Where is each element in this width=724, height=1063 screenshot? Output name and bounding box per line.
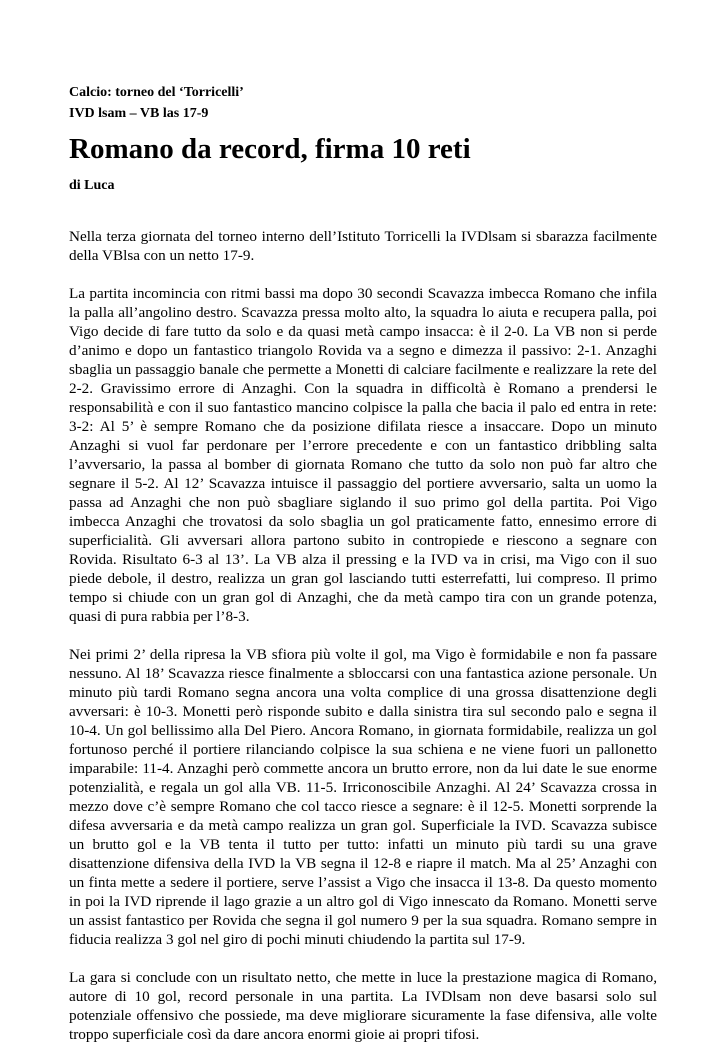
article-byline: di Luca — [69, 178, 115, 193]
paragraph-intro: Nella terza giornata del torneo interno dell’Istituto Torricelli la IVDlsam si sbarazza facilmente della VBlsa con un netto 17-9. — [69, 228, 657, 264]
paragraph-second-half: Nei primi 2’ della ripresa la VB sfiora più volte il gol, ma Vigo è formidabile e non fa passare nessuno. Al 18’ Scavazza riesce finalmente a sbloccarsi con una fantastica azione personale. Un minuto più tardi Romano segna ancora una volta complice di una grossa disattenzione degli avversari: è 10-3. Monetti però risponde subito e dalla sinistra tira sul secondo palo e segna il 10-4. Un gol bellissimo alla Del Piero. Ancora Romano, in giornata formidabile, realizza un gol fortunoso perché il portiere rilanciando colpisce la sua schiena e ne viene fuori un pallonetto imparabile: 11-4. Anzaghi però commette ancora un brutto errore, non da lui date le sue enorme potenzialità, e regala un gol alla VB. 11-5. Irriconoscibile Anzaghi. Al 24’ Scavazza crossa in mezzo dove c’è sempre Romano che col tacco riesce a segnare: è il 12-5. Monetti sorprende la difesa avversaria e da metà campo realizza un gran gol. Superficiale la IVD. Scavazza subisce un brutto gol e la VB tenta il tutto per tutto: infatti un minuto più tardi su una grave disattenzione difensiva della IVD la VB segna il 12-8 e riapre il match. Ma al 25’ Anzaghi con un finta mette a sedere il portiere, serve l’assist a Vigo che insacca il 13-8. Da questo momento in poi la IVD riprende il lago grazie a un altro gol di Vigo innescato da Romano. Monetti serve un assist fantastico per Rovida che segna il gol numero 9 per la sua squadra. Romano sempre in fiducia realizza 3 gol nel giro di pochi minuti chiudendo la partita sul 17-9. — [69, 646, 657, 948]
match-result-kicker: IVD lsam – VB las 17-9 — [69, 106, 209, 121]
paragraph-conclusion: La gara si conclude con un risultato netto, che mette in luce la prestazione magica di Romano, autore di 10 gol, record personale in una partita. La IVDlsam non deve basarsi solo sul potenziale offensivo che possiede, ma deve migliorare sicuramente la fase difensiva, alle volte troppo superficiale così da dare ancora enormi gioie ai propri tifosi. — [69, 969, 657, 1043]
article — [69, 82, 657, 1063]
article-body — [69, 227, 657, 1044]
section-kicker: Calcio: torneo del ‘Torricelli’ — [69, 85, 244, 100]
paragraph-first-half: La partita incomincia con ritmi bassi ma dopo 30 secondi Scavazza imbecca Romano che infila la palla all’angolino destro. Scavazza pressa molto alto, la squadra lo aiuta e recupera palla, poi Vigo decide di fare tutto da solo e da quasi metà campo insacca: è il 2-0. La VB non si perde d’animo e dopo un fantastico triangolo Rovida va a segno e dimezza il passivo: 2-1. Anzaghi sbaglia un passaggio banale che permette a Monetti di calciare facilmente e realizzare la rete del 2-2. Gravissimo errore di Anzaghi. Con la squadra in difficoltà è Romano a prendersi le responsabilità e con il suo fantastico mancino colpisce la palla che bacia il palo ed entra in rete: 3-2: Al 5’ è sempre Romano che da posizione difilata riesce a insaccare. Dopo un minuto Anzaghi si vuol far perdonare per l’errore precedente e con un fantastico dribbling salta l’avversario, la passa al bomber di giornata Romano che tutto da solo non può far altro che segnare il 5-2. Al 12’ Scavazza intuisce il passaggio del portiere avversario, salta un uomo la passa ad Anzaghi che non può sbagliare siglando il suo primo gol della partita. Poi Vigo imbecca Anzaghi che trovatosi da solo sbaglia un gol praticamente fatto, ennesimo errore di superficialità. Gli avversari allora partono subito in contropiede e riescono a segnare con Rovida. Risultato 6-3 al 13’. La VB alza il pressing e la IVD va in crisi, ma Vigo con il suo piede debole, il destro, realizza un gran gol lasciando tutti esterrefatti, lui compreso. Il primo tempo si chiude con un gran gol di Anzaghi, che da metà campo tira con un grande potenza, quasi di pura rabbia per l’8-3. — [69, 285, 657, 625]
article-headline: Romano da record, firma 10 reti — [69, 133, 471, 165]
